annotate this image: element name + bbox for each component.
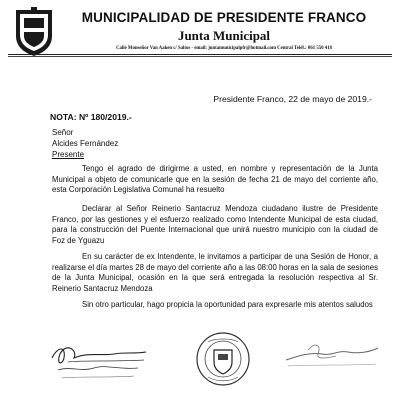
junta-subtitle: Junta Municipal <box>177 28 271 43</box>
recipient-presente: Presente <box>52 150 85 159</box>
letter-date: Presidente Franco, 22 de mayo de 2019.- <box>213 94 372 104</box>
paragraph-intro: Tengo el agrado de dirigirme a usted, en nombre y representación de la Junta Municipal a objeto de comunicarle que en la sesión de fecha 21 de mayo del corriente año, esta Corporación Legislativa Comunal ha resuelto <box>52 164 378 195</box>
recipient-name: Alcides Fernández <box>52 139 119 148</box>
signature-right <box>278 336 384 376</box>
municipal-shield-logo <box>10 6 58 58</box>
recipient-title: Señor <box>52 128 74 137</box>
paragraph-closing: Sin otro particular, hago propicia la oportunidad para expresarle mis atentos saludos <box>82 300 373 309</box>
header-rule-thin <box>8 56 392 57</box>
paragraph-invitation: En su carácter de ex Intendente, le invitamos a participar de una Sesión de Honor, a realizarse el día martes 28 de mayo del corriente año a las 08:00 horas en la sala de sesiones de la Junta Municipal, ocasión en la que será entregada la resolución respectiva al Sr. Reinerio Santacruz Mendoza <box>52 252 378 293</box>
signature-left <box>48 336 150 384</box>
paragraph-declaration: Declarar al Señor Reinerio Santacruz Mendoza ciudadano ilustre de Presidente Franco, por las gestiones y el esfuerzo realizado como Intendente Municipal de esta ciudad, para la construcción del Puente Internacional que unirá nuestro municipio con la ciudad de Foz de Yguazu <box>52 204 378 245</box>
municipality-title: MUNICIPALIDAD DE PRESIDENTE FRANCO <box>81 10 367 25</box>
header-rule <box>8 54 392 55</box>
municipal-seal <box>194 330 252 388</box>
header-address: Calle Monseñor Van Aaken c/ Saltos - email: juntamunicipalpfr@hotmail.com Central Teléf.: 061 550 418 <box>116 46 332 51</box>
note-number: NOTA: Nº 180/2019.- <box>50 112 132 122</box>
